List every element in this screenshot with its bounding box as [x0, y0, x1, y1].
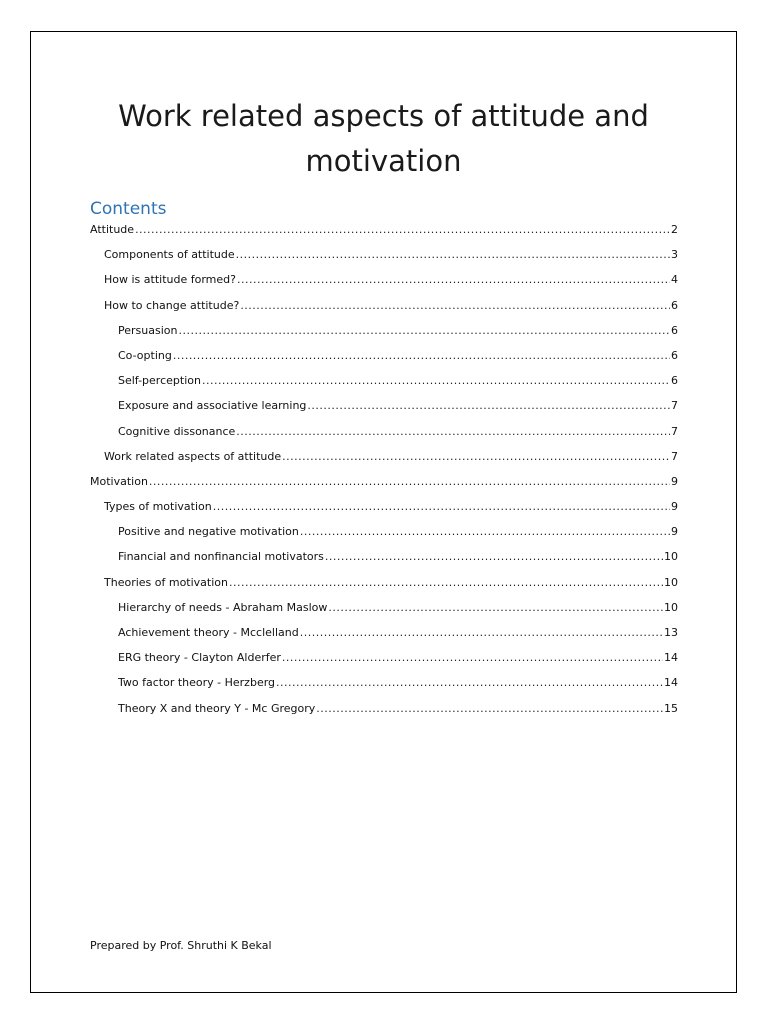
toc-entry-page: 15 [664, 701, 678, 715]
toc-leader-dots [325, 550, 663, 563]
toc-entry-text: Persuasion [118, 323, 178, 337]
toc-entry-page: 6 [671, 374, 678, 388]
toc-entry[interactable] [90, 525, 678, 550]
toc-entry-page: 9 [671, 500, 678, 514]
toc-leader-dots [236, 248, 670, 261]
toc-entry[interactable] [90, 626, 678, 651]
toc-leader-dots [229, 576, 663, 589]
toc-entry-text: Achievement theory - Mcclelland [118, 626, 299, 639]
toc-entry-page: 7 [671, 449, 678, 463]
title-line-2: motivation [305, 144, 462, 178]
toc-entry-page: 7 [671, 399, 678, 413]
toc-entry[interactable] [90, 324, 678, 349]
toc-entry-text: Work related aspects of attitude [104, 449, 282, 463]
toc-entry-page: 14 [664, 651, 678, 665]
page-title [31, 94, 736, 184]
toc-entry-text: Positive and negative motivation [118, 525, 299, 539]
toc-entry-page: 3 [671, 248, 678, 262]
toc-entry-page: 2 [671, 223, 678, 236]
toc-entry[interactable] [90, 425, 678, 450]
toc-entry-text: Cognitive dissonance [118, 424, 236, 438]
toc-entry-page: 10 [664, 600, 678, 614]
toc-leader-dots [135, 223, 670, 236]
toc-entry-page: 9 [671, 474, 678, 488]
toc-entry-text: Motivation [90, 474, 148, 488]
toc-entry-text: Financial and nonfinancial motivators [118, 550, 324, 564]
toc-entry[interactable] [90, 676, 678, 701]
toc-entry-text: Types of motivation [104, 500, 212, 514]
toc-entry-text: Hierarchy of needs - Abraham Maslow [118, 600, 328, 614]
toc-entry[interactable] [90, 500, 678, 525]
toc-entry[interactable] [90, 550, 678, 575]
toc-leader-dots [236, 425, 670, 438]
toc-entry-text: How is attitude formed? [104, 273, 236, 287]
toc-entry-text: How to change attitude? [104, 298, 240, 312]
toc-leader-dots [316, 702, 663, 715]
toc-entry-page: 4 [671, 273, 678, 287]
toc-entry[interactable] [90, 273, 678, 298]
toc-entry-text: Exposure and associative learning [118, 399, 307, 413]
toc-leader-dots [328, 601, 663, 614]
toc-entry-text: ERG theory - Clayton Alderfer [118, 651, 281, 665]
toc-entry-page: 13 [664, 626, 678, 639]
toc-entry-page: 14 [664, 676, 678, 690]
toc-leader-dots [307, 399, 670, 412]
toc-leader-dots [282, 450, 670, 463]
document-page [30, 31, 737, 993]
contents-heading: Contents [90, 199, 167, 219]
toc-entry-page: 10 [664, 575, 678, 589]
toc-entry-page: 9 [671, 525, 678, 539]
toc-entry[interactable] [90, 374, 678, 399]
toc-leader-dots [178, 324, 670, 337]
toc-leader-dots [240, 299, 670, 312]
footer-author: Prepared by Prof. Shruthi K Bekal [90, 939, 272, 952]
toc-leader-dots [300, 626, 663, 639]
toc-entry[interactable] [90, 601, 678, 626]
toc-entry[interactable] [90, 349, 678, 374]
toc-entry-page: 10 [664, 550, 678, 564]
toc-entry[interactable] [90, 576, 678, 601]
toc-leader-dots [173, 349, 670, 362]
toc-entry-page: 6 [671, 348, 678, 362]
toc-entry-page: 6 [671, 323, 678, 337]
toc-leader-dots [300, 525, 670, 538]
table-of-contents [90, 223, 678, 727]
toc-entry[interactable] [90, 450, 678, 475]
toc-entry-text: Theory X and theory Y - Mc Gregory [118, 701, 316, 715]
toc-entry[interactable] [90, 475, 678, 500]
title-line-1: Work related aspects of attitude and [118, 99, 649, 133]
toc-entry-text: Self-perception [118, 374, 201, 388]
toc-entry-text: Attitude [90, 223, 135, 236]
toc-entry-page: 6 [671, 298, 678, 312]
toc-leader-dots [149, 475, 670, 488]
toc-entry-text: Two factor theory - Herzberg [118, 676, 276, 690]
toc-entry[interactable] [90, 702, 678, 727]
toc-entry[interactable] [90, 223, 678, 248]
toc-entry-text: Co-opting [118, 348, 172, 362]
toc-entry[interactable] [90, 248, 678, 273]
toc-leader-dots [276, 676, 663, 689]
toc-entry-text: Theories of motivation [104, 575, 228, 589]
toc-entry[interactable] [90, 299, 678, 324]
toc-entry[interactable] [90, 651, 678, 676]
toc-entry[interactable] [90, 399, 678, 424]
toc-entry-text: Components of attitude [104, 248, 235, 262]
toc-leader-dots [213, 500, 670, 513]
toc-leader-dots [282, 651, 663, 664]
toc-leader-dots [237, 273, 670, 286]
toc-leader-dots [202, 374, 670, 387]
toc-entry-page: 7 [671, 424, 678, 438]
